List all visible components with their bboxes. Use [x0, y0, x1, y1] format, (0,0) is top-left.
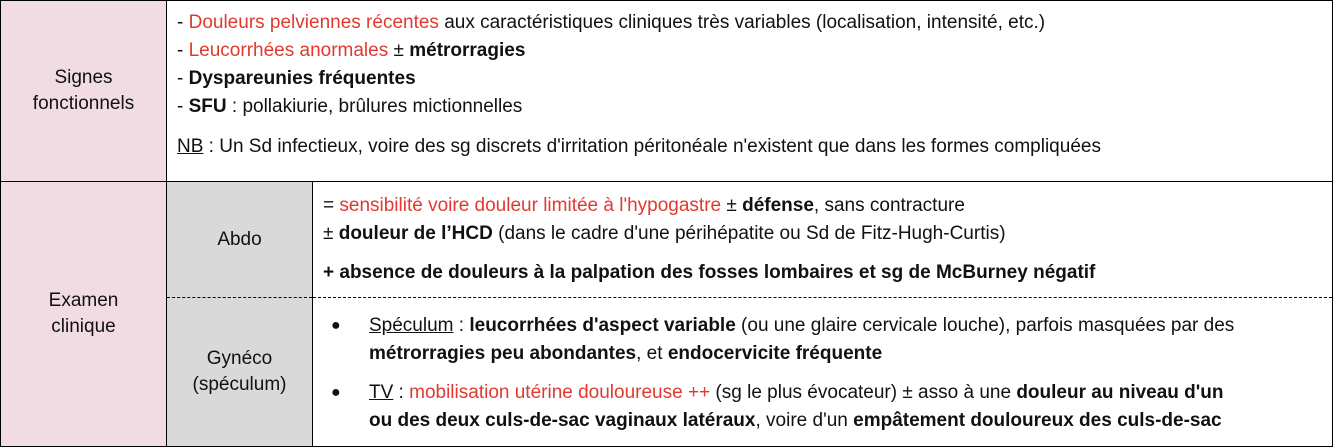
text: :: [393, 382, 410, 403]
symptom-line-2: - Leucorrhées anormales ± métrorragies: [177, 40, 526, 61]
tv-label: TV: [369, 382, 394, 403]
row-abdo: [1, 182, 1333, 298]
gyneco-label-line-1: Gynéco: [206, 348, 273, 369]
bold-text: endocervicite fréquente: [667, 343, 883, 364]
text: , sans contracture: [813, 195, 965, 216]
text: : Un Sd infectieux, voire des sg discrets d'irritation péritonéale n'existent que dans les formes compliquées: [203, 136, 1101, 157]
text: :: [453, 315, 470, 336]
highlight-text: sensibilité voire douleur limitée à l'hypogastre: [339, 195, 722, 216]
text: (sg le plus évocateur) ± asso à une: [710, 382, 1017, 403]
label-line-2: fonctionnels: [32, 93, 135, 114]
row-gyneco: [1, 298, 1333, 447]
tv-line-2: [369, 407, 1322, 435]
bold-text: empâtement douloureux des culs-de-sac: [853, 410, 1222, 431]
bold-text: douleur au niveau d'un: [1016, 382, 1224, 403]
bullet-speculum: [331, 312, 1322, 368]
label-examen-clinique: [1, 182, 167, 447]
text: (dans le cadre d'une périhépatite ou Sd de Fitz-Hugh-Curtis): [492, 223, 1006, 244]
text: ±: [388, 40, 410, 61]
highlight-text: Leucorrhées anormales: [188, 40, 389, 61]
nb-note: [177, 133, 1322, 161]
bullet-tv: [331, 379, 1322, 435]
bold-text: défense: [742, 195, 814, 216]
row-signes-fonctionnels: [1, 1, 1333, 182]
gyneco-label-line-2: (spéculum): [192, 374, 287, 395]
text: , et: [636, 343, 668, 364]
speculum-label: Spéculum: [369, 315, 454, 336]
abdo-line-2: [323, 220, 1322, 248]
label-abdo: [167, 182, 313, 298]
abdo-line-3: + absence de douleurs à la palpation des fosses lombaires et sg de McBurney négatif: [323, 262, 1096, 283]
bold-text: SFU: [188, 96, 227, 117]
text: : pollakiurie, brûlures mictionnelles: [226, 96, 523, 117]
label-line-1: Examen: [48, 290, 119, 311]
bullet-icon: ●: [331, 317, 341, 334]
bold-text: métrorragies peu abondantes: [369, 343, 637, 364]
nb-label: NB: [177, 136, 204, 157]
speculum-line-2: [369, 340, 1322, 368]
content-signes-fonctionnels: [167, 1, 1333, 182]
label-signes-fonctionnels: [1, 1, 167, 182]
bold-text: métrorragies: [409, 40, 526, 61]
symptom-line-4: - SFU : pollakiurie, brûlures mictionnelles: [177, 96, 523, 117]
abdo-line-1: [323, 192, 1322, 220]
abdo-label: Abdo: [217, 228, 262, 250]
symptom-line-1: - Douleurs pelviennes récentes aux caractéristiques cliniques très variables (localisation, intensité, etc.): [177, 12, 1046, 33]
label-line-2: clinique: [51, 316, 116, 337]
speculum-line-1: [369, 312, 1322, 340]
content-abdo: [313, 182, 1333, 298]
tv-line-1: [369, 379, 1322, 407]
text: ±: [721, 195, 743, 216]
bold-text: leucorrhées d'aspect variable: [469, 315, 736, 336]
bold-text: Dyspareunies fréquentes: [188, 68, 416, 89]
bold-text: douleur de l’HCD: [338, 223, 493, 244]
content-gyneco: [313, 298, 1333, 447]
text: =: [323, 195, 340, 216]
highlight-text: Douleurs pelviennes récentes: [188, 12, 439, 33]
highlight-text: mobilisation utérine douloureuse ++: [409, 382, 711, 403]
text: aux caractéristiques cliniques très variables (localisation, intensité, etc.): [438, 12, 1046, 33]
label-line-1: Signes: [54, 67, 113, 88]
bullet-icon: ●: [331, 384, 341, 401]
bold-text: ou des deux culs-de-sac vaginaux latéraux: [369, 410, 756, 431]
text: , voire d'un: [755, 410, 854, 431]
text: (ou une glaire cervicale louche), parfois masquées par des: [735, 315, 1235, 336]
symptom-line-3: - Dyspareunies fréquentes: [177, 68, 416, 89]
text: ±: [323, 223, 339, 244]
label-gyneco: [167, 298, 313, 447]
